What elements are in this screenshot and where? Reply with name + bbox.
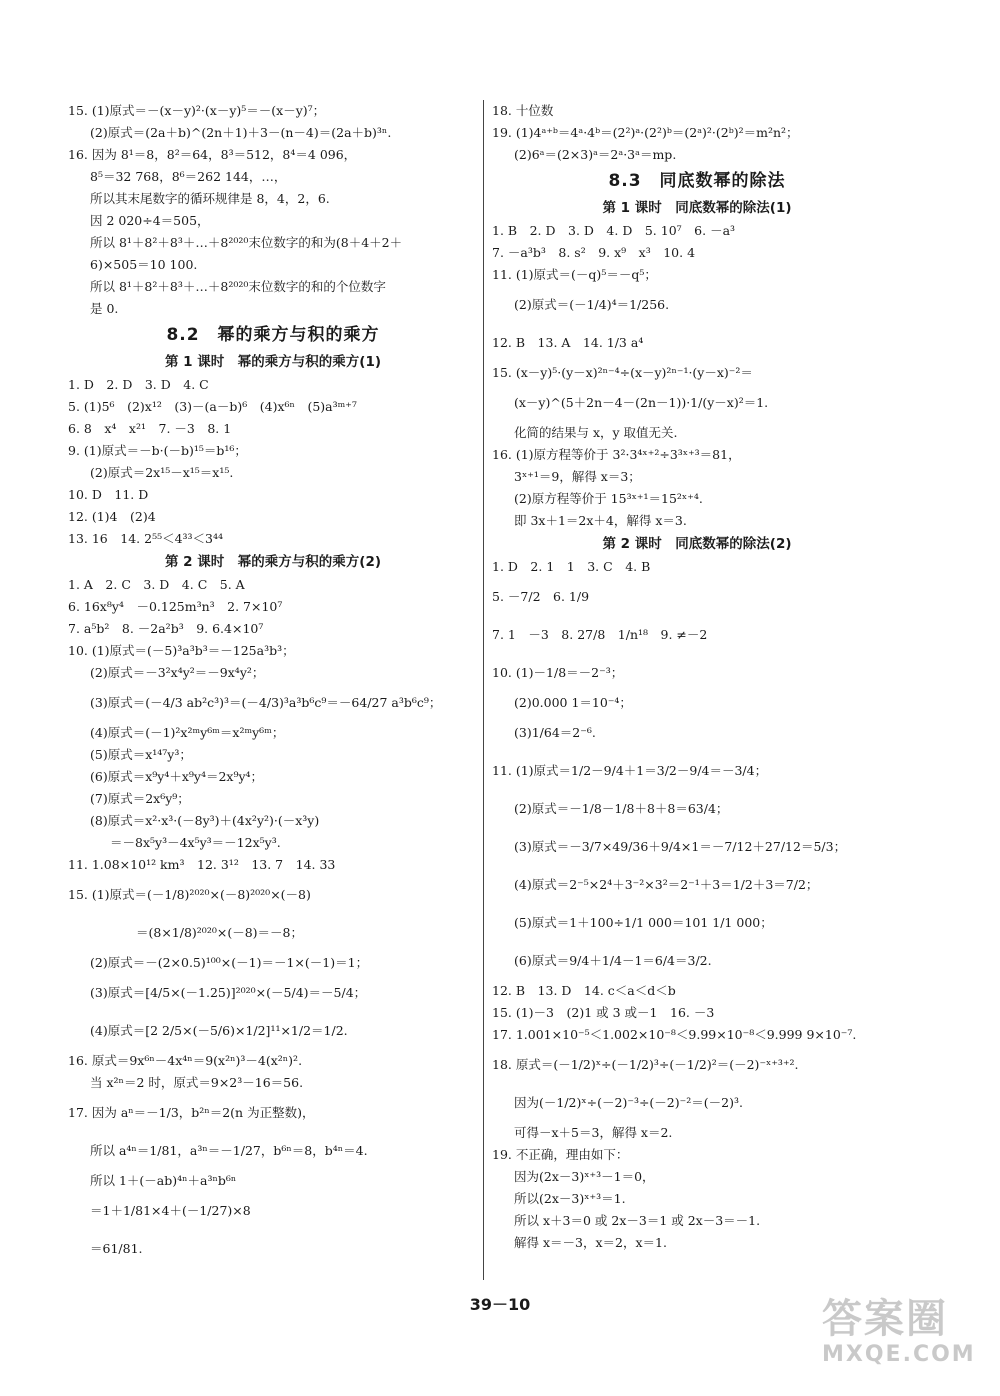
answer-line: (2)原式＝2x¹⁵－x¹⁵＝x¹⁵. bbox=[90, 465, 234, 480]
answer-line: 15. (1)原式＝－(x－y)²·(x－y)⁵＝－(x－y)⁷； bbox=[68, 103, 326, 118]
answer-line: (5)原式＝x¹⁴⁷y³； bbox=[90, 747, 192, 762]
watermark-url: MXQE.COM bbox=[822, 1342, 976, 1367]
answer-line: 12. B 13. D 14. c＜a＜d＜b bbox=[492, 983, 676, 998]
lesson-title: 第 1 课时 幂的乘方与积的乘方(1) bbox=[164, 354, 382, 370]
answer-line: 13. 16 14. 2⁵⁵＜4³³＜3⁴⁴ bbox=[68, 531, 224, 546]
answer-line: (8)原式＝x²·x³·(－8y³)＋(4x²y²)·(－x³y) bbox=[90, 813, 320, 828]
answer-line: ＝61/81. bbox=[90, 1241, 143, 1256]
answer-line: 所以 8¹＋8²＋8³＋…＋8²⁰²⁰末位数字的和的个位数字 bbox=[90, 279, 386, 294]
answer-line: 11. (1)原式＝1/2－9/4＋1＝3/2－9/4＝－3/4； bbox=[492, 763, 768, 778]
answer-line: (4)原式＝[2 2/5×(－5/6)×1/2]¹¹×1/2＝1/2. bbox=[90, 1023, 348, 1038]
answer-line: 所以 x＋3＝0 或 2x－3＝1 或 2x－3＝－1. bbox=[514, 1213, 761, 1228]
answer-line: 19. (1)4ᵃ⁺ᵇ＝4ᵃ·4ᵇ＝(2²)ᵃ·(2²)ᵇ＝(2ᵃ)²·(2ᵇ)²＝m²n²； bbox=[492, 125, 799, 140]
answer-line: 所以 1＋(－ab)⁴ⁿ＋a³ⁿb⁶ⁿ bbox=[90, 1173, 237, 1188]
answer-line: (3)原式＝(－4/3 ab²c³)³＝(－4/3)³a³b⁶c⁹＝－64/27 a³b⁶c⁹； bbox=[90, 695, 442, 710]
answer-line: ＝(8×1/8)²⁰²⁰×(－8)＝－8； bbox=[136, 925, 303, 940]
watermark-glyphs: 答案圈 bbox=[822, 1296, 948, 1342]
answer-line: 16. (1)原方程等价于 3²·3⁴ˣ⁺²÷3³ˣ⁺³＝81， bbox=[492, 447, 741, 462]
answer-line: 所以(2x－3)ˣ⁺³＝1. bbox=[514, 1191, 626, 1206]
answer-line: 10. D 11. D bbox=[68, 487, 149, 502]
answer-line: 18. 十位数 bbox=[492, 103, 554, 118]
answer-line: 15. (x－y)⁵·(y－x)²ⁿ⁻⁴÷(x－y)²ⁿ⁻¹·(y－x)⁻²＝ bbox=[492, 365, 753, 380]
answer-line: ＝－8x⁵y³－4x⁵y³＝－12x⁵y³. bbox=[110, 835, 281, 850]
answer-line: 7. a⁵b² 8. －2a²b³ 9. 6.4×10⁷ bbox=[68, 621, 264, 636]
answer-line: 7. 1 －3 8. 27/8 1/n¹⁸ 9. ≠－2 bbox=[492, 627, 708, 642]
answer-line: 16. 原式＝9x⁶ⁿ－4x⁴ⁿ＝9(x²ⁿ)³－4(x²ⁿ)². bbox=[68, 1053, 303, 1068]
answer-line: 即 3x＋1＝2x＋4，解得 x＝3. bbox=[514, 513, 687, 528]
answer-line: (4)原式＝2⁻⁵×2⁴＋3⁻²×3²＝2⁻¹＋3＝1/2＋3＝7/2； bbox=[514, 877, 819, 892]
answer-line: 3ˣ⁺¹＝9，解得 x＝3； bbox=[514, 469, 641, 484]
answer-line: (2)原式＝－3²x⁴y²＝－9x⁴y²； bbox=[90, 665, 265, 680]
answer-line: 因为(－1/2)ˣ÷(－2)⁻³÷(－2)⁻²＝(－2)³. bbox=[514, 1095, 743, 1110]
answer-line: (2)原式＝(－1/4)⁴＝1/256. bbox=[514, 297, 670, 312]
answer-line: (2)6ᵃ＝(2×3)ᵃ＝2ᵃ·3ᵃ＝mp. bbox=[514, 147, 677, 162]
answer-line: 当 x²ⁿ＝2 时，原式＝9×2³－16＝56. bbox=[90, 1075, 304, 1090]
answer-line: (5)原式＝1＋100÷1/1 000＝101 1/1 000； bbox=[514, 915, 773, 930]
answer-line: (2)原式＝(2a＋b)^(2n＋1)＋3－(n－4)＝(2a＋b)³ⁿ. bbox=[90, 125, 392, 140]
answer-line: 11. 1.08×10¹² km³ 12. 3¹² 13. 7 14. 33 bbox=[68, 857, 336, 872]
answer-line: 7. －a³b³ 8. s² 9. x⁹ x³ 10. 4 bbox=[492, 245, 696, 260]
answer-line: 1. B 2. D 3. D 4. D 5. 10⁷ 6. －a³ bbox=[492, 223, 736, 238]
answer-line: 6)×505＝10 100. bbox=[90, 257, 198, 272]
answer-line: (3)原式＝－3/7×49/36＋9/4×1＝－7/12＋27/12＝5/3； bbox=[514, 839, 847, 854]
answer-line: 19. 不正确，理由如下： bbox=[492, 1147, 629, 1162]
answer-line: (2)原式＝－(2×0.5)¹⁰⁰×(－1)＝－1×(－1)＝1； bbox=[90, 955, 369, 970]
right-column bbox=[492, 100, 902, 1254]
answer-line: 1. D 2. 1 1 3. C 4. B bbox=[492, 559, 651, 574]
answer-line: (2)原方程等价于 15³ˣ⁺¹＝15²ˣ⁺⁴. bbox=[514, 491, 703, 506]
answer-line: (7)原式＝2x⁶y⁹； bbox=[90, 791, 190, 806]
answer-line: (6)原式＝x⁹y⁴＋x⁹y⁴＝2x⁹y⁴； bbox=[90, 769, 264, 784]
answer-line: 5. (1)5⁶ (2)x¹² (3)－(a－b)⁶ (4)x⁶ⁿ (5)a³ᵐ⁺⁷ bbox=[68, 399, 357, 414]
answer-line: 10. (1)原式＝(－5)³a³b³＝－125a³b³； bbox=[68, 643, 295, 658]
answer-line: (3)原式＝[4/5×(－1.25)]²⁰²⁰×(－5/4)＝－5/4； bbox=[90, 985, 367, 1000]
answer-line: 10. (1)－1/8＝－2⁻³； bbox=[492, 665, 624, 680]
answer-line: ＝1＋1/81×4＋(－1/27)×8 bbox=[90, 1203, 251, 1218]
left-column bbox=[68, 100, 478, 1268]
answer-line: (3)1/64＝2⁻⁶. bbox=[514, 725, 596, 740]
answer-line: 解得 x＝－3，x＝2，x＝1. bbox=[514, 1235, 667, 1250]
page-number: 39－10 bbox=[469, 1295, 531, 1314]
answer-line: 6. 16x⁸y⁴ －0.125m³n³ 2. 7×10⁷ bbox=[68, 599, 283, 614]
answer-line: 所以 8¹＋8²＋8³＋…＋8²⁰²⁰末位数字的和为(8＋4＋2＋ bbox=[90, 235, 403, 250]
section-title: 8.3 同底数幂的除法 bbox=[608, 171, 786, 191]
answer-line: 因为(2x－3)ˣ⁺³－1＝0， bbox=[514, 1169, 655, 1184]
answer-line: 17. 因为 aⁿ＝－1/3，b²ⁿ＝2(n 为正整数)， bbox=[68, 1105, 315, 1120]
answer-line: 可得－x＋5＝3，解得 x＝2. bbox=[514, 1125, 673, 1140]
watermark-logo bbox=[822, 1296, 976, 1376]
lesson-title: 第 1 课时 同底数幂的除法(1) bbox=[602, 200, 792, 216]
lesson-title: 第 2 课时 幂的乘方与积的乘方(2) bbox=[164, 554, 382, 570]
answer-line: 8⁵＝32 768，8⁶＝262 144，…， bbox=[90, 169, 287, 184]
answer-line: 所以其末尾数字的循环规律是 8，4，2，6. bbox=[90, 191, 330, 206]
column-divider bbox=[483, 100, 484, 1280]
answer-line: 1. D 2. D 3. D 4. C bbox=[68, 377, 209, 392]
lesson-title: 第 2 课时 同底数幂的除法(2) bbox=[602, 536, 792, 552]
answer-line: 12. (1)4 (2)4 bbox=[68, 509, 156, 524]
answer-line: (2)0.000 1＝10⁻⁴； bbox=[514, 695, 632, 710]
answer-line: 6. 8 x⁴ x²¹ 7. －3 8. 1 bbox=[68, 421, 232, 436]
answer-line: 15. (1)原式＝(－1/8)²⁰²⁰×(－8)²⁰²⁰×(－8) bbox=[68, 887, 311, 902]
answer-line: 18. 原式＝(－1/2)ˣ÷(－1/2)³÷(－1/2)²＝(－2)⁻ˣ⁺³⁺². bbox=[492, 1057, 799, 1072]
answer-line: 化简的结果与 x，y 取值无关. bbox=[514, 425, 678, 440]
answer-line: (6)原式＝9/4＋1/4－1＝6/4＝3/2. bbox=[514, 953, 712, 968]
answer-line: 是 0. bbox=[90, 301, 119, 316]
answer-line: (2)原式＝－1/8－1/8＋8＋8＝63/4； bbox=[514, 801, 729, 816]
answer-line: 因 2 020÷4＝505， bbox=[90, 213, 210, 228]
answer-line: (4)原式＝(－1)²x²ᵐy⁶ᵐ＝x²ᵐy⁶ᵐ； bbox=[90, 725, 285, 740]
answer-line: 15. (1)－3 (2)1 或 3 或－1 16. －3 bbox=[492, 1005, 715, 1020]
answer-line: 9. (1)原式＝－b·(－b)¹⁵＝b¹⁶； bbox=[68, 443, 247, 458]
answer-line: 5. －7/2 6. 1/9 bbox=[492, 589, 590, 604]
answer-line: 1. A 2. C 3. D 4. C 5. A bbox=[68, 577, 245, 592]
answer-line: 16. 因为 8¹＝8，8²＝64，8³＝512，8⁴＝4 096， bbox=[68, 147, 357, 162]
section-title: 8.2 幂的乘方与积的乘方 bbox=[166, 325, 380, 345]
answer-line: 17. 1.001×10⁻⁵＜1.002×10⁻⁸＜9.99×10⁻⁸＜9.999 9×10⁻⁷. bbox=[492, 1027, 857, 1042]
answer-line: 12. B 13. A 14. 1/3 a⁴ bbox=[492, 335, 644, 350]
answer-line: 11. (1)原式＝(－q)⁵＝－q⁵； bbox=[492, 267, 657, 282]
answer-line: (x－y)^(5＋2n－4－(2n－1))·1/(y－x)²＝1. bbox=[514, 395, 769, 410]
answer-line: 所以 a⁴ⁿ＝1/81，a³ⁿ＝－1/27，b⁶ⁿ＝8，b⁴ⁿ＝4. bbox=[90, 1143, 368, 1158]
